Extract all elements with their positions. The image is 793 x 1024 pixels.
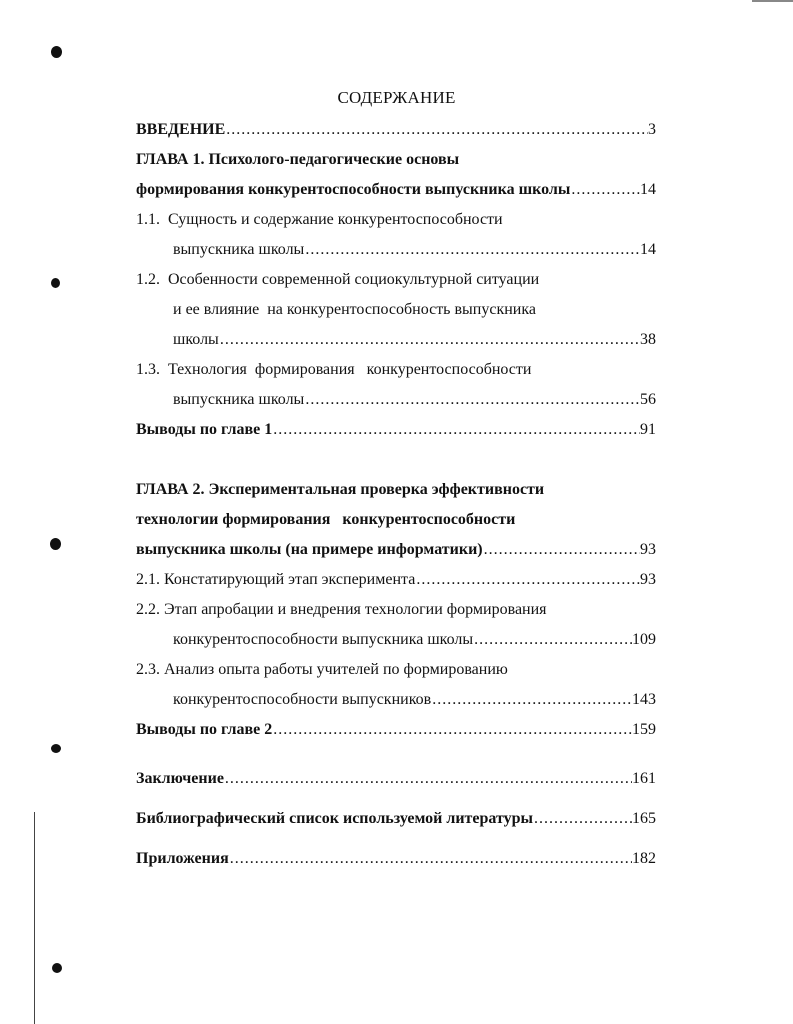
toc-entry-page: 165 bbox=[632, 810, 656, 827]
toc-entry bbox=[136, 539, 656, 561]
toc-entry-page: 109 bbox=[632, 631, 656, 648]
toc-entry-text: Выводы по главе 2 bbox=[136, 721, 273, 738]
toc-entry-page: 14 bbox=[640, 241, 656, 258]
toc-entry-text: Выводы по главе 1 bbox=[136, 421, 273, 438]
toc-entry-page: 91 bbox=[640, 421, 656, 438]
toc-entry bbox=[173, 389, 656, 411]
toc-entry-text: 2.2. Этап апробации и внедрения технологии формирования bbox=[136, 601, 547, 618]
dot-leader bbox=[219, 329, 640, 351]
dot-leader bbox=[431, 689, 632, 711]
toc-entry-page: 182 bbox=[632, 850, 656, 867]
toc-entry-page: 56 bbox=[640, 391, 656, 408]
toc-entry bbox=[173, 629, 656, 651]
dot-leader bbox=[415, 569, 640, 591]
toc-chapter-heading bbox=[136, 149, 656, 171]
toc-entry-text: конкурентоспособности выпускника школы bbox=[173, 631, 474, 648]
toc-entry-page: 159 bbox=[632, 721, 656, 738]
toc-entry-text: 1.3. Технология формирования конкурентоспособности bbox=[136, 361, 532, 378]
dot-leader bbox=[533, 808, 632, 830]
dot-leader bbox=[483, 539, 640, 561]
toc-section-heading bbox=[136, 359, 656, 381]
toc-entry bbox=[136, 848, 656, 870]
dot-leader bbox=[229, 848, 632, 870]
toc-entry bbox=[173, 329, 656, 351]
toc-entry-page: 14 bbox=[640, 181, 656, 198]
toc-entry-text: конкурентоспособности выпускников bbox=[173, 691, 432, 708]
toc-entry bbox=[136, 569, 656, 591]
toc-entry-page: 143 bbox=[632, 691, 656, 708]
toc-entry bbox=[136, 419, 656, 441]
toc-entry-text: выпускника школы bbox=[173, 391, 305, 408]
toc-chapter-heading bbox=[136, 479, 656, 501]
toc-entry-text: 2.3. Анализ опыта работы учителей по формированию bbox=[136, 661, 508, 678]
toc-entry-text: и ее влияние на конкурентоспособность выпускника bbox=[173, 301, 536, 318]
toc-section-heading bbox=[136, 209, 656, 231]
toc-entry-text: 1.2. Особенности современной социокультурной ситуации bbox=[136, 271, 540, 288]
dot-leader bbox=[224, 768, 632, 790]
dot-leader bbox=[272, 719, 632, 741]
toc-entry bbox=[173, 689, 656, 711]
toc-entry-page: 93 bbox=[640, 571, 656, 588]
toc-entry-text: ГЛАВА 1. Психолого-педагогические основы bbox=[136, 151, 460, 168]
toc-entry-text: 1.1. Сущность и содержание конкурентоспособности bbox=[136, 211, 503, 228]
punch-hole-mark bbox=[51, 744, 61, 753]
toc-chapter-heading bbox=[136, 509, 656, 531]
toc-entry-text: 2.1. Констатирующий этап эксперимента bbox=[136, 571, 416, 588]
toc-entry-text: ВВЕДЕНИЕ bbox=[136, 121, 226, 138]
dot-leader bbox=[304, 239, 640, 261]
toc-entry-text: Библиографический список используемой литературы bbox=[136, 810, 534, 827]
toc-entry bbox=[136, 119, 656, 141]
punch-hole-mark bbox=[50, 538, 61, 550]
scan-edge-mark bbox=[752, 0, 793, 2]
toc-entry-text: выпускника школы (на примере информатики) bbox=[136, 541, 483, 558]
toc-entry-page: 38 bbox=[640, 331, 656, 348]
dot-leader bbox=[473, 629, 632, 651]
page-title: СОДЕРЖАНИЕ bbox=[337, 88, 456, 107]
toc-entry-text: школы bbox=[173, 331, 219, 348]
toc-entry-page: 161 bbox=[632, 770, 656, 787]
toc-entry-page: 93 bbox=[640, 541, 656, 558]
toc-section-heading bbox=[173, 299, 656, 321]
toc-section-heading bbox=[136, 269, 656, 291]
toc-entry bbox=[136, 808, 656, 830]
toc-section-heading bbox=[136, 599, 656, 621]
dot-leader bbox=[304, 389, 640, 411]
dot-leader bbox=[272, 419, 640, 441]
margin-line bbox=[34, 812, 35, 1024]
punch-hole-mark bbox=[51, 46, 62, 58]
toc-section-heading bbox=[136, 659, 656, 681]
toc-entry bbox=[136, 719, 656, 741]
dot-leader bbox=[570, 179, 640, 201]
punch-hole-mark bbox=[51, 278, 60, 288]
toc-entry-text: выпускника школы bbox=[173, 241, 305, 258]
toc-entry-text: Заключение bbox=[136, 770, 224, 787]
toc-entry bbox=[136, 768, 656, 790]
toc-entry-text: формирования конкурентоспособности выпускника школы bbox=[136, 181, 571, 198]
toc-entry-text: Приложения bbox=[136, 850, 229, 867]
toc-entry-text: ГЛАВА 2. Экспериментальная проверка эффективности bbox=[136, 481, 545, 498]
toc-entry-page: 3 bbox=[648, 121, 656, 138]
toc-entry bbox=[136, 179, 656, 201]
punch-hole-mark bbox=[52, 963, 62, 973]
dot-leader bbox=[225, 119, 648, 141]
toc-entry-text: технологии формирования конкурентоспособности bbox=[136, 511, 516, 528]
toc-entry bbox=[173, 239, 656, 261]
